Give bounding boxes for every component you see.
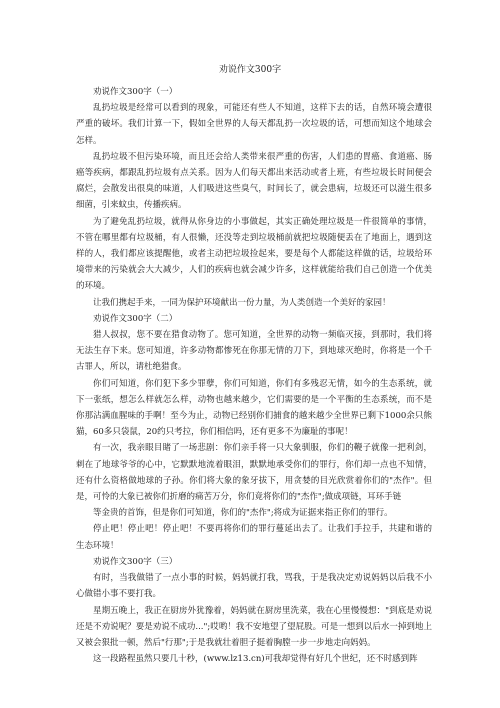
- section-heading-3: 劝说作文300字（三）: [93, 556, 178, 567]
- paragraph: 乱扔垃圾不但污染环境，而且还会给人类带来很严重的伤害，人们患的胃癌、食道癌、肠癌等疾病，都跟乱扔垃圾有点关系。因为人们每天都出来活动或者上班，有些垃圾长时间便会腐烂，会散发出很臭的味道，人们吸进这些臭气，时间长了，就会患病，垃圾还可以滋生很多细菌，引来蚊虫，传播疾病。: [76, 151, 432, 211]
- paragraph: 停止吧！停止吧！停止吧！不要再将你们的罪行蔓延出去了。让我们手拉手，共建和谐的生态环境！: [76, 524, 432, 551]
- paragraph: 乱扔垃圾是经常可以看到的现象，可能还有些人不知道，这样下去的话，自然环境会遭很严重的破坏。我们计算一下，假如全世界的人每天都乱扔一次垃圾的话，可想而知这个地球会怎样。: [76, 103, 432, 146]
- document-title: 劝说作文300字: [218, 65, 282, 75]
- paragraph: 有一次，我亲眼目睹了一场悲剧：你们亲手将一只大象驯服，你们的鞭子就像一把利剑，刺在了地球爷爷的心中，它默默地流着眼泪，默默地承受你们的罪行，你们却一点也不知情，还有什么资格做地球的子孙。你们将大象的象牙拔下，用贪婪的目光欣赏着你们的"杰作"。但是，可怜的大象已被你们折磨的痛苦万分，你们竟将你们的"杰作";做成项链，耳环手链: [76, 443, 432, 503]
- paragraph: 星期五晚上，我正在厨房外犹豫着，妈妈就在厨房里洗菜，我在心里慢慢想："到底是劝说还是不劝说呢？要是劝说不成功...";哎哟！我不安地望了望屁股。可是一想到以后水一掉到地上又被会狠批一顿，然后"行那";于是我就壮着胆子挺着胸膛一步一步地走向妈妈。: [76, 605, 432, 648]
- paragraph: 等金贵的首饰，但是你们可知道，你们的"杰作";将成为证据来指正你们的罪行。: [93, 508, 393, 519]
- paragraph: 为了避免乱扔垃圾，就得从你身边的小事做起，其实正确处理垃圾是一件很简单的事情，不管在哪里都有垃圾桶，有人很懒，还没等走到垃圾桶前就把垃圾随便丢在了地面上，遇到这样的人，我们都应该提醒他，或者主动把垃圾捡起来，要是每个人都能这样做的话，垃圾给环境带来的污染就会大大减少，人们的疾病也就会减少许多，这样就能给我们自己创造一个优美的环境。: [76, 216, 432, 292]
- paragraph: 让我们携起手来，一同为保护环境献出一份力量，为人类创造一个美好的家园！: [93, 297, 391, 308]
- paragraph: 猎人叔叔，您不要在猎食动物了。您可知道，全世界的动物一频临灭接，到那时，我们将无法生存下来。您可知道，许多动物都惨死在你那无情的刀下，到地球灭绝时，你将是一个千古罪人，所以，请杜绝猎食。: [76, 330, 432, 373]
- section-heading-2: 劝说作文300字（二）: [93, 313, 178, 324]
- section-heading-1: 劝说作文300字（一）: [93, 87, 178, 97]
- paragraph: 这一段路程虽然只要几十秒，(www.lz13.cn)可我却觉得有好几个世纪，还不时感到阵: [93, 654, 418, 665]
- paragraph: 有时，当我做错了一点小事的时候，妈妈就打我，骂我，于是我决定劝说妈妈以后我不小心做错小事不要打我。: [76, 573, 432, 600]
- document-body: [76, 84, 432, 667]
- paragraph: 你们可知道，你们犯下多少罪孽，你们可知道，你们有多残忍无情，如今的生态系统，就下一张纸，想怎么样就怎么样，动物也越来越少，它们需要的是一个平衡的生态系统，而不是你那沾满血腥味的手啊！至今为止，动物已经别你们捕食的越来越少全世界已剩下1000余只熊猫，60多只袋鼠，20约只考拉，你们相信吗，还有更多不为廉耻的事呢！: [76, 378, 432, 438]
